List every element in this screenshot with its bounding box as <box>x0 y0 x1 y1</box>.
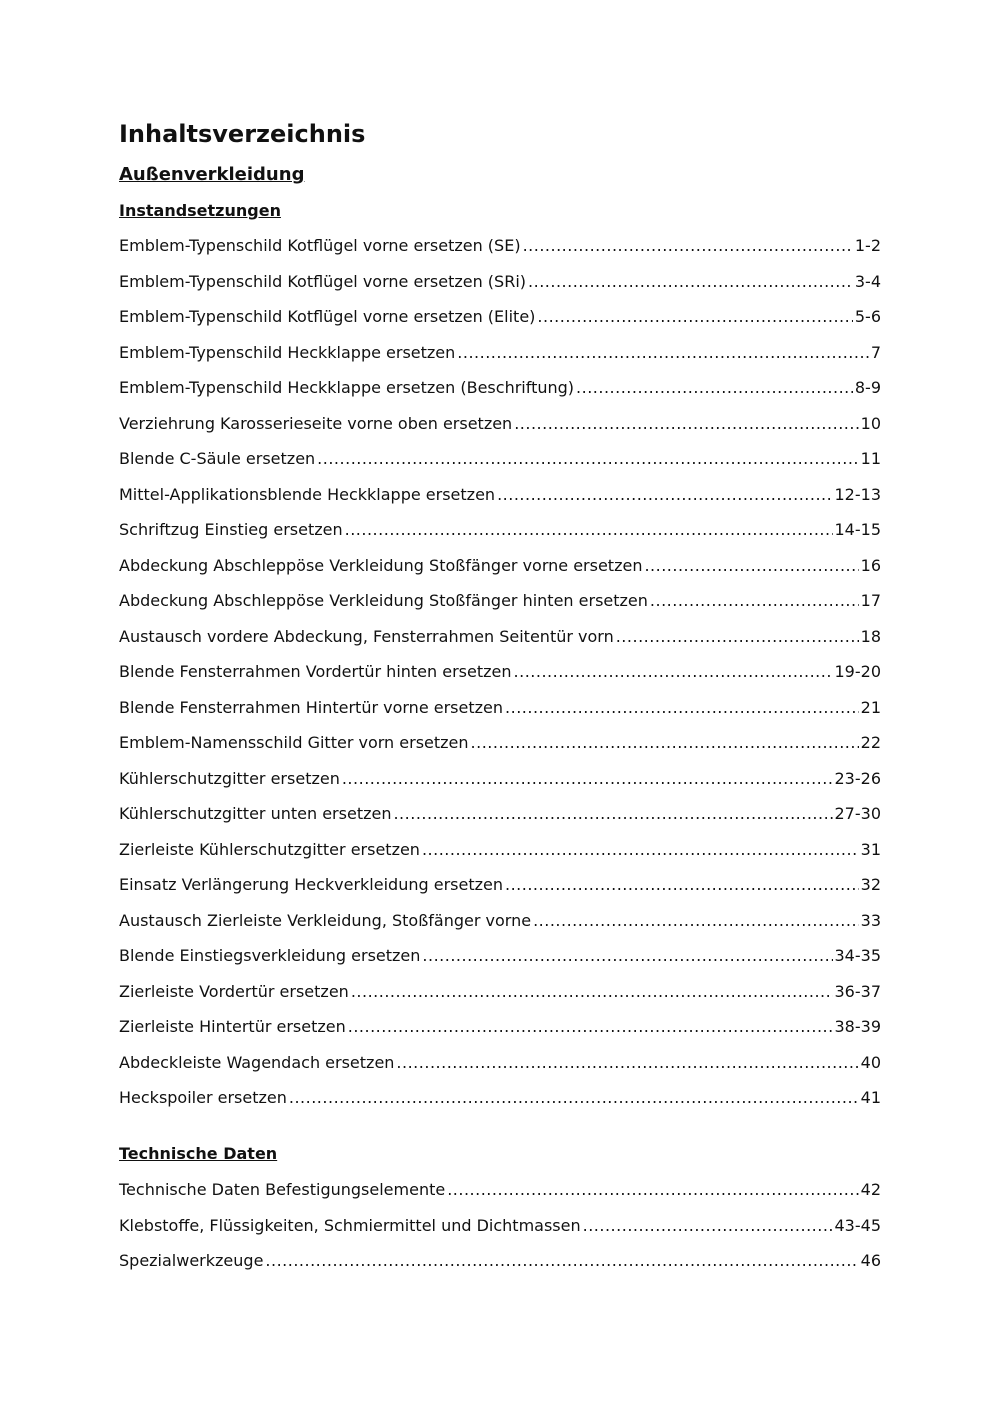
toc-dot-leader <box>583 1215 833 1237</box>
toc-entry[interactable] <box>119 271 881 307</box>
toc-entry-page-number: 32 <box>860 875 881 894</box>
toc-entry-title: Spezialwerkzeuge <box>119 1251 264 1270</box>
toc-dot-leader <box>342 768 833 790</box>
toc-entry[interactable] <box>119 235 881 271</box>
toc-entry[interactable] <box>119 945 881 981</box>
toc-entry[interactable] <box>119 377 881 413</box>
toc-entry-page-number: 34-35 <box>834 946 881 965</box>
toc-entry-title: Blende Einstiegsverkleidung ersetzen <box>119 946 421 965</box>
toc-entry[interactable] <box>119 342 881 378</box>
toc-dot-leader <box>345 519 833 541</box>
toc-dot-leader <box>514 661 833 683</box>
toc-entry-title: Abdeckung Abschleppöse Verkleidung Stoßfänger hinten ersetzen <box>119 591 648 610</box>
toc-entry-title: Austausch Zierleiste Verkleidung, Stoßfänger vorne <box>119 910 532 930</box>
toc-entry[interactable] <box>119 1052 881 1088</box>
toc-dot-leader <box>505 697 859 719</box>
toc-dot-leader <box>650 590 859 612</box>
toc-entry[interactable] <box>119 874 881 910</box>
toc-entry-page-number: 22 <box>860 733 881 752</box>
toc-entry-title: Emblem-Typenschild Heckklappe ersetzen <box>119 342 456 362</box>
toc-entry[interactable] <box>119 555 881 591</box>
toc-dot-leader <box>514 413 858 435</box>
toc-entry[interactable] <box>119 1179 881 1215</box>
toc-entry-page-number: 11 <box>860 449 881 468</box>
toc-entry-page-number: 40 <box>860 1052 881 1072</box>
toc-entry-title: Zierleiste Vordertür ersetzen <box>119 981 349 1001</box>
toc-dot-leader <box>422 839 859 861</box>
toc-entry-title: Abdeckleiste Wagendach ersetzen <box>119 1052 395 1072</box>
toc-entry[interactable] <box>119 661 881 697</box>
toc-entry-title: Zierleiste Kühlerschutzgitter ersetzen <box>119 839 420 859</box>
toc-entry-page-number: 1-2 <box>854 236 881 255</box>
toc-dot-leader <box>393 803 832 825</box>
toc-dot-leader <box>447 1179 858 1201</box>
toc-entry-title: Emblem-Typenschild Kotflügel vorne ersetzen (Elite) <box>119 307 536 326</box>
toc-dot-leader <box>348 1016 833 1038</box>
toc-dot-leader <box>396 1052 858 1074</box>
toc-entry[interactable] <box>119 626 881 662</box>
subsection-heading-instandsetzungen: Instandsetzungen <box>119 201 281 220</box>
toc-entry-title: Klebstoffe, Flüssigkeiten, Schmiermittel und Dichtmassen <box>119 1215 581 1235</box>
toc-entry-page-number: 27-30 <box>834 804 881 823</box>
toc-entry-page-number: 33 <box>860 910 881 930</box>
toc-dot-leader <box>351 981 833 1003</box>
toc-entry[interactable] <box>119 306 881 342</box>
toc-entry-page-number: 5-6 <box>854 307 881 326</box>
toc-entry[interactable] <box>119 519 881 555</box>
toc-entry-page-number: 12-13 <box>834 484 881 504</box>
toc-dot-leader <box>505 874 859 896</box>
toc-entry[interactable] <box>119 1016 881 1052</box>
toc-entry-page-number: 19-20 <box>834 662 881 681</box>
toc-dot-leader <box>471 732 859 754</box>
toc-dot-leader <box>576 377 853 399</box>
toc-entry-page-number: 16 <box>860 555 881 575</box>
toc-entry[interactable] <box>119 1250 881 1286</box>
toc-entry[interactable] <box>119 484 881 520</box>
toc-list-instandsetzungen <box>119 235 881 1123</box>
toc-entry-page-number: 18 <box>860 626 881 646</box>
toc-dot-leader <box>289 1087 859 1109</box>
toc-dot-leader <box>528 271 853 293</box>
toc-entry[interactable] <box>119 839 881 875</box>
toc-entry-title: Emblem-Typenschild Kotflügel vorne ersetzen (SE) <box>119 236 521 255</box>
toc-entry-page-number: 21 <box>860 697 881 717</box>
section-heading-technische-daten: Technische Daten <box>119 1144 278 1163</box>
toc-entry-page-number: 14-15 <box>834 520 881 539</box>
toc-entry[interactable] <box>119 732 881 768</box>
toc-entry-page-number: 46 <box>860 1251 881 1270</box>
toc-entry-page-number: 38-39 <box>834 1017 881 1036</box>
toc-entry[interactable] <box>119 981 881 1017</box>
toc-entry-title: Emblem-Typenschild Heckklappe ersetzen (Beschriftung) <box>119 378 575 397</box>
toc-entry[interactable] <box>119 803 881 839</box>
toc-entry[interactable] <box>119 768 881 804</box>
toc-dot-leader <box>537 306 852 328</box>
toc-dot-leader <box>616 626 859 648</box>
toc-entry-title: Zierleiste Hintertür ersetzen <box>119 1017 346 1036</box>
toc-entry-page-number: 36-37 <box>834 981 881 1001</box>
toc-entry[interactable] <box>119 910 881 946</box>
toc-dot-leader <box>533 910 859 932</box>
section-heading-aussenverkleidung: Außenverkleidung <box>119 164 305 185</box>
toc-entry-page-number: 10 <box>860 413 881 433</box>
toc-dot-leader <box>317 448 858 470</box>
toc-entry-page-number: 7 <box>870 342 881 362</box>
page-title: Inhaltsverzeichnis <box>119 120 366 148</box>
toc-entry-page-number: 41 <box>860 1088 881 1107</box>
toc-entry-title: Blende Fensterrahmen Vordertür hinten ersetzen <box>119 662 512 681</box>
toc-entry-title: Blende Fensterrahmen Hintertür vorne ersetzen <box>119 697 504 717</box>
toc-entry-title: Austausch vordere Abdeckung, Fensterrahmen Seitentür vorn <box>119 626 614 646</box>
toc-entry-title: Abdeckung Abschleppöse Verkleidung Stoßfänger vorne ersetzen <box>119 555 643 575</box>
toc-entry-page-number: 17 <box>860 591 881 610</box>
toc-entry-title: Verziehrung Karosserieseite vorne oben ersetzen <box>119 413 513 433</box>
toc-entry[interactable] <box>119 448 881 484</box>
toc-entry-title: Kühlerschutzgitter ersetzen <box>119 768 340 788</box>
toc-entry-title: Emblem-Typenschild Kotflügel vorne ersetzen (SRi) <box>119 271 527 291</box>
toc-entry-title: Mittel-Applikationsblende Heckklappe ersetzen <box>119 484 496 504</box>
toc-entry[interactable] <box>119 1215 881 1251</box>
toc-dot-leader <box>523 235 853 257</box>
toc-entry-title: Heckspoiler ersetzen <box>119 1088 287 1107</box>
toc-dot-leader <box>644 555 858 577</box>
toc-entry-page-number: 23-26 <box>834 768 881 788</box>
toc-entry-title: Blende C-Säule ersetzen <box>119 449 316 468</box>
toc-dot-leader <box>497 484 832 506</box>
toc-entry[interactable] <box>119 413 881 449</box>
toc-list-technische-daten <box>119 1179 881 1286</box>
toc-entry[interactable] <box>119 1087 881 1123</box>
toc-dot-leader <box>422 945 832 967</box>
toc-entry-title: Technische Daten Befestigungselemente <box>119 1180 446 1199</box>
toc-entry-title: Emblem-Namensschild Gitter vorn ersetzen <box>119 733 469 752</box>
toc-entry-title: Einsatz Verlängerung Heckverkleidung ersetzen <box>119 875 503 894</box>
toc-entry-page-number: 42 <box>860 1180 881 1199</box>
toc-entry-title: Kühlerschutzgitter unten ersetzen <box>119 804 392 823</box>
toc-dot-leader <box>457 342 869 364</box>
toc-dot-leader <box>265 1250 858 1272</box>
toc-entry-page-number: 8-9 <box>854 378 881 397</box>
toc-entry-page-number: 43-45 <box>834 1215 881 1235</box>
toc-entry-page-number: 31 <box>860 839 881 859</box>
toc-entry-title: Schriftzug Einstieg ersetzen <box>119 520 343 539</box>
toc-entry-page-number: 3-4 <box>854 271 881 291</box>
toc-entry[interactable] <box>119 590 881 626</box>
toc-entry[interactable] <box>119 697 881 733</box>
